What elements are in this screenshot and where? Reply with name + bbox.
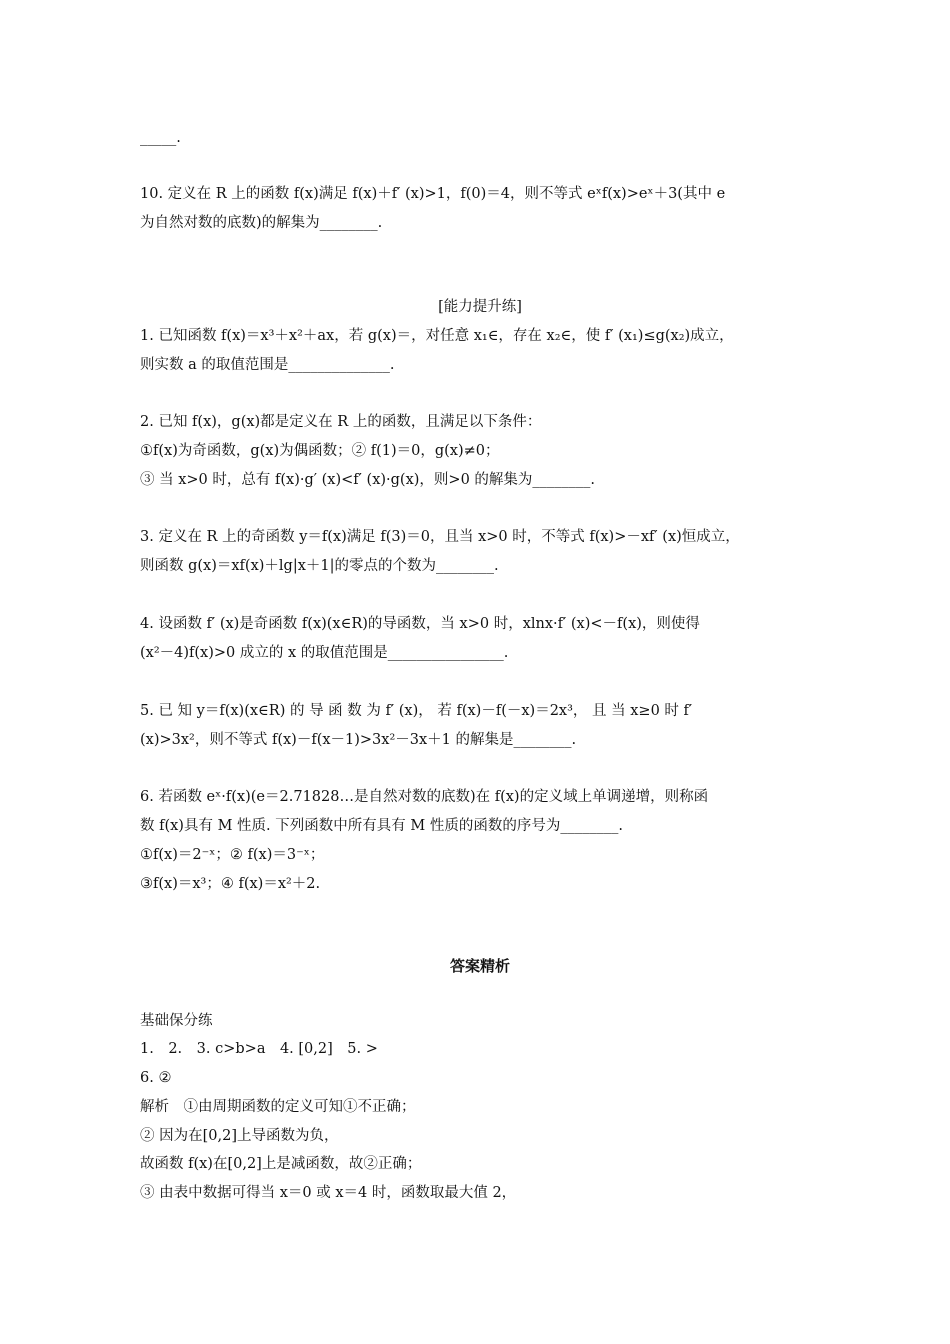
p4-line-2: (x²－4)f(x)>0 成立的 x 的取值范围是________________. — [140, 645, 509, 661]
p1-line-1: 1. 已知函数 f(x)＝x³＋x²＋ax，若 g(x)＝，对任意 x₁∈，存在 x₂∈，使 f′ (x₁)≤g(x₂)成立， — [140, 328, 734, 344]
answer-line-4: 解析 ①由周期函数的定义可知①不正确； — [140, 1099, 416, 1115]
answer-line-6: 故函数 f(x)在[0,2]上是减函数，故②正确； — [140, 1156, 422, 1172]
p4-line-1: 4. 设函数 f′ (x)是奇函数 f(x)(x∈R)的导函数，当 x>0 时，xlnx·f′ (x)<－f(x)，则使得 — [140, 616, 700, 632]
p6-line-2: 数 f(x)具有 M 性质. 下列函数中所有具有 M 性质的函数的序号为________. — [140, 818, 623, 834]
p6-line-4: ③f(x)＝x³；④ f(x)＝x²＋2. — [140, 876, 321, 892]
answer-line-3: 6. ② — [140, 1070, 172, 1086]
p3-line-1: 3. 定义在 R 上的奇函数 y＝f(x)满足 f(3)＝0，且当 x>0 时，不等式 f(x)>－xf′ (x)恒成立， — [140, 529, 740, 545]
p2-line-3: ③ 当 x>0 时，总有 f(x)·g′ (x)<f′ (x)·g(x)，则>0 的解集为________. — [140, 472, 596, 488]
p2-line-1: 2. 已知 f(x)，g(x)都是定义在 R 上的函数，且满足以下条件： — [140, 414, 542, 430]
section-title: [能力提升练] — [438, 299, 522, 315]
p5-line-2: (x)>3x²，则不等式 f(x)－f(x－1)>3x²－3x＋1 的解集是________. — [140, 732, 577, 748]
p1-line-2: 则实数 a 的取值范围是______________. — [140, 357, 395, 373]
p2-line-2: ①f(x)为奇函数，g(x)为偶函数；② f(1)＝0，g(x)≠0； — [140, 443, 500, 459]
answer-line-7: ③ 由表中数据可得当 x＝0 或 x＝4 时，函数取最大值 2， — [140, 1185, 517, 1201]
p6-line-1: 6. 若函数 eˣ·f(x)(e＝2.71828…是自然对数的底数)在 f(x)的定义域上单调递增，则称函 — [140, 789, 709, 805]
p6-line-3: ①f(x)＝2⁻ˣ；② f(x)＝3⁻ˣ； — [140, 847, 325, 863]
answer-line-1: 基础保分练 — [140, 1013, 213, 1029]
answer-line-5: ② 因为在[0,2]上导函数为负， — [140, 1128, 339, 1144]
p3-line-2: 则函数 g(x)＝xf(x)＋lg|x＋1|的零点的个数为________. — [140, 558, 499, 574]
q10-line-2: 为自然对数的底数)的解集为________. — [140, 215, 383, 231]
blank-line: _____. — [140, 130, 181, 146]
answer-line-2: 1. 2. 3. c>b>a 4. [0,2] 5. > — [140, 1041, 378, 1057]
answer-title: 答案精析 — [449, 957, 510, 975]
p5-line-1: 5. 已 知 y＝f(x)(x∈R) 的 导 函 数 为 f′ (x)， 若 f(x)－f(－x)＝2x³， 且 当 x≥0 时 f′ — [140, 703, 693, 719]
q10-line-1: 10. 定义在 R 上的函数 f(x)满足 f(x)＋f′ (x)>1，f(0)＝4，则不等式 eˣf(x)>eˣ＋3(其中 e — [140, 186, 726, 202]
